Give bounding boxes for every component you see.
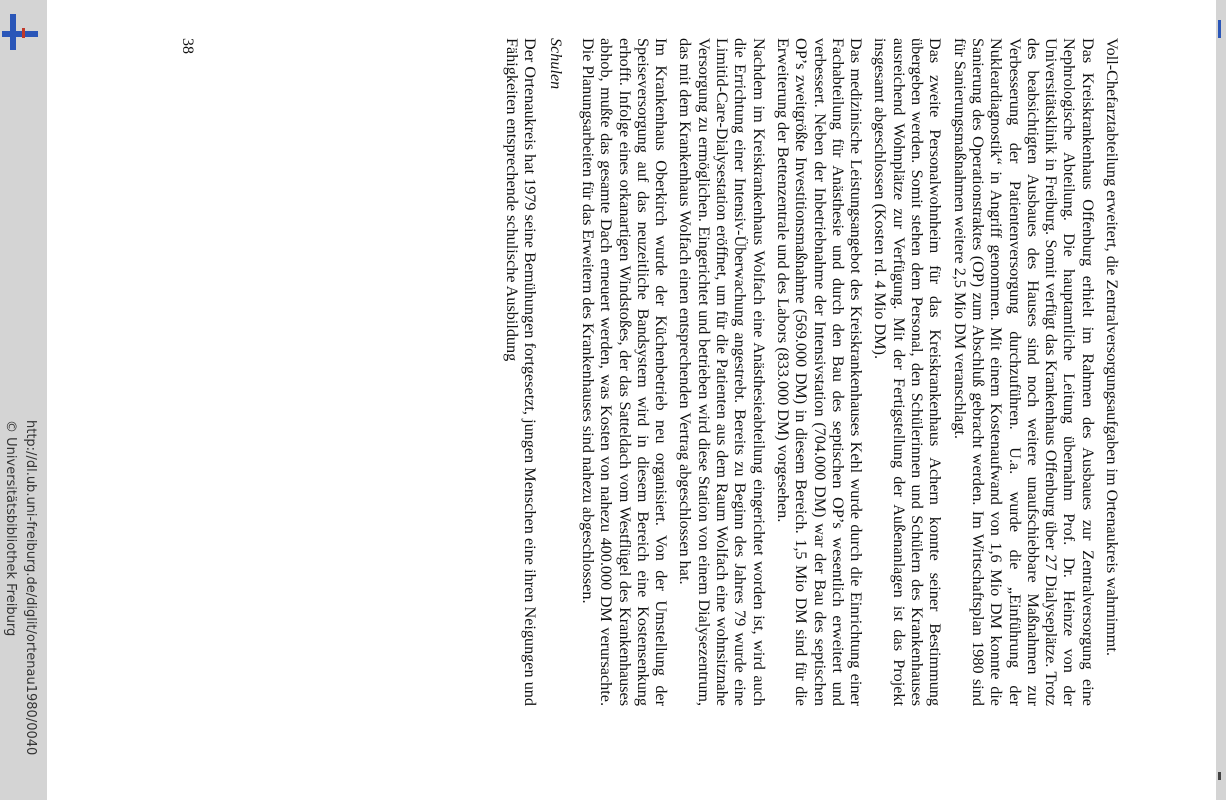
right-edge-dot (1218, 772, 1221, 780)
right-margin-strip (1216, 0, 1226, 800)
scan-crosshair-icon (2, 14, 38, 50)
section-heading-schulen: Schulen (546, 38, 565, 90)
paragraph-4: Das medizinische Leistungsangebot des Kreiskrankenhauses Kehl wurde durch die Einrichtung einer Fachabteilung für Anästhesie und durch den Bau des septischen OP’s wesentlich erweitert und verbessert. Neben der Inbetriebnahme der Intensivstation (704.000 DM) war der Bau des septischen OP’s zweitgrößte Investitionsmaßnahme (569.000 DM) in diesem Bereich. 1,5 Mio DM sind für die Erweiterung der Bettenzentrale und des Labors (833.000 DM) vorgesehen. (773, 38, 866, 706)
source-watermark (0, 420, 40, 755)
paragraph-2: Das Kreiskrankenhaus Offenburg erhielt im Rahmen des Ausbaues zur Zentralversorgung eine Nephrologische Abteilung. Die hauptamtliche Leitung übernahm Prof. Dr. Heinze von der Universitätsklinik in Freiburg. Somit verfügt das Krankenhaus Offenburg über 27 Dialyseplätze. Trotz des beabsichtigten Ausbaues des Hauses sind noch weitere unaufschiebbare Maßnahmen zur Verbesserung der Patientenversorgung durchzuführen. U.a. wurde die „Einführung der Nukleardiagnostik“ in Angriff genommen. Mit einem Kostenaufwand von 1,6 Mio DM konnte die Sanierung des Operationstraktes (OP) zum Abschluß gebracht werden. Im Wirtschaftsplan 1980 sind für Sanierungsmaßnahmen weitere 2,5 Mio DM veranschlagt. (950, 38, 1097, 706)
paragraph-5: Nachdem im Kreiskrankenhaus Wolfach eine Anästhesieabteilung eingerichtet worden ist, wird auch die Errichtung einer Intensiv-Überwachung angestrebt. Bereits zu Beginn des Jahres 79 wurde eine Limitid-Care-Dialysestation eröffnet, um für die Patienten aus dem Raum Wolfach eine wohnsitznahe Versorgung zu ermöglichen. Eingerichtet und betrieben wird diese Station von einem Dialysezentrum, das mit dem Krankenhaus Wolfach einen entsprechenden Vertrag abgeschlossen hat. (676, 38, 768, 706)
watermark-url: http://dl.ub.uni-freiburg.de/diglit/ortenau1980/0040 (23, 420, 38, 756)
paragraph-6: Im Krankenhaus Oberkirch wurde der Küchenbetrieb neu organisiert. Von der Umstellung der Speiseversorgung auf das neuzeitliche Bandsystem wird in diesem Bereich eine Kostensenkung erhofft. Infolge eines orkanartigen Windstoßes, der das Satteldach vom Westflügel des Krankenhauses abhob, mußte das gesamte Dach erneuert werden, was Kosten von nahezu 400.000 DM verursachte. Die Planungsarbeiten für das Erweitern des Krankenhauses sind nahezu abgeschlossen. (578, 38, 671, 706)
watermark-copyright: © Universitätsbibliothek Freiburg (3, 420, 18, 637)
paragraph-1: Voll-Chefarztabteilung erweitert, die Zentralversorgungsaufgaben im Ortenaukreis wahrnimmt. (1103, 38, 1121, 656)
rotated-page-content (47, 0, 1216, 800)
page-text-block (497, 38, 1121, 706)
paragraph-3: Das zweite Personalwohnheim für das Kreiskrankenhaus Achern konnte seiner Bestimmung übergeben werden. Somit stehen dem Personal, den Schülerinnen und Schülern des Krankenhauses ausreichend Wohnplätze zur Verfügung. Mit der Fertigstellung der Außenanlagen ist das Projekt insgesamt abgeschlossen (Kosten rd. 4 Mio DM). (871, 38, 945, 706)
paragraph-7: Der Ortenaukreis hat 1979 seine Bemühungen fortgesetzt, jungen Menschen eine ihren Neigungen und Fähigkeiten entsprechende schulische Ausbildung (503, 38, 540, 706)
right-edge-marker-icon (1218, 20, 1221, 38)
page-number: 38 (179, 38, 196, 54)
